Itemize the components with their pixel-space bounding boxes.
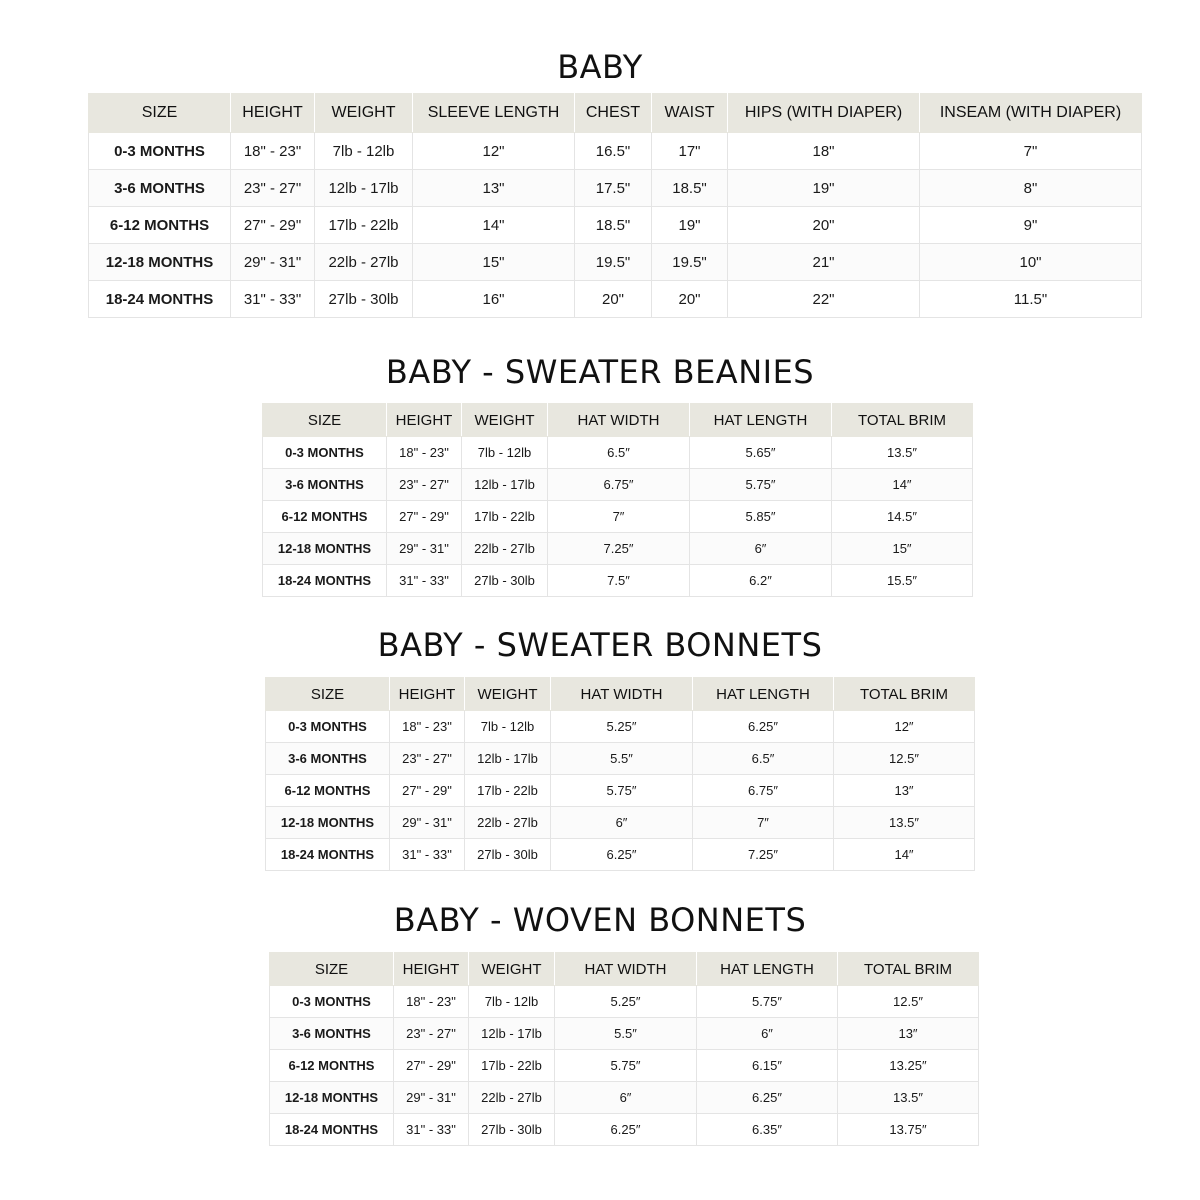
table-cell: 5.65″ — [690, 437, 832, 469]
table-cell: 13.5″ — [834, 807, 975, 839]
table-cell: 6.75″ — [693, 775, 834, 807]
table-cell: 6.35″ — [697, 1114, 838, 1146]
table-cell: 16" — [413, 281, 575, 318]
column-header: WEIGHT — [315, 94, 413, 133]
table-cell: 12.5″ — [838, 986, 979, 1018]
sweater-bonnets-size-table — [265, 677, 975, 871]
column-header: HEIGHT — [394, 953, 469, 986]
table-cell: 5.25″ — [551, 711, 693, 743]
table-row — [266, 743, 975, 775]
table-cell: 7lb - 12lb — [465, 711, 551, 743]
table-row — [270, 1082, 979, 1114]
table-cell: 13" — [413, 170, 575, 207]
table-cell: 23" - 27" — [387, 469, 462, 501]
size-cell: 12-18 MONTHS — [266, 807, 390, 839]
table-cell: 5.5″ — [551, 743, 693, 775]
table-cell: 22lb - 27lb — [315, 244, 413, 281]
size-cell: 3-6 MONTHS — [89, 170, 231, 207]
table-cell: 14″ — [834, 839, 975, 871]
woven-bonnets-size-table — [269, 952, 979, 1146]
table-cell: 11.5" — [920, 281, 1142, 318]
table-cell: 6.25″ — [555, 1114, 697, 1146]
size-cell: 3-6 MONTHS — [270, 1018, 394, 1050]
column-header: HEIGHT — [390, 678, 465, 711]
table-cell: 29" - 31" — [231, 244, 315, 281]
table-cell: 18" - 23" — [390, 711, 465, 743]
table-cell: 10" — [920, 244, 1142, 281]
table-header-row — [266, 678, 975, 711]
table-row — [266, 839, 975, 871]
table-cell: 22" — [728, 281, 920, 318]
column-header: INSEAM (WITH DIAPER) — [920, 94, 1142, 133]
table-cell: 5.75″ — [690, 469, 832, 501]
table-cell: 17" — [652, 133, 728, 170]
table-cell: 7.25″ — [548, 533, 690, 565]
table-cell: 14.5″ — [832, 501, 973, 533]
table-cell: 27" - 29" — [390, 775, 465, 807]
table-cell: 18" - 23" — [387, 437, 462, 469]
table-cell: 27lb - 30lb — [465, 839, 551, 871]
table-cell: 31" - 33" — [394, 1114, 469, 1146]
table-cell: 15.5″ — [832, 565, 973, 597]
table-cell: 14″ — [832, 469, 973, 501]
table-row — [266, 775, 975, 807]
table-cell: 13″ — [834, 775, 975, 807]
table-cell: 7lb - 12lb — [462, 437, 548, 469]
table-cell: 21" — [728, 244, 920, 281]
baby-title: BABY — [557, 48, 643, 86]
table-row — [266, 711, 975, 743]
table-cell: 22lb - 27lb — [465, 807, 551, 839]
table-cell: 27" - 29" — [394, 1050, 469, 1082]
table-cell: 9" — [920, 207, 1142, 244]
table-row — [263, 501, 973, 533]
woven-bonnets-title: BABY - WOVEN BONNETS — [393, 901, 807, 939]
table-cell: 5.75″ — [555, 1050, 697, 1082]
sweater-bonnets-title: BABY - SWEATER BONNETS — [377, 626, 823, 664]
column-header: HEIGHT — [231, 94, 315, 133]
table-cell: 17lb - 22lb — [462, 501, 548, 533]
table-cell: 12lb - 17lb — [315, 170, 413, 207]
table-cell: 31" - 33" — [231, 281, 315, 318]
table-cell: 6.15″ — [697, 1050, 838, 1082]
table-cell: 13.5″ — [838, 1082, 979, 1114]
table-header-row — [270, 953, 979, 986]
table-cell: 17lb - 22lb — [469, 1050, 555, 1082]
table-row — [89, 133, 1142, 170]
table-cell: 6.2″ — [690, 565, 832, 597]
table-row — [263, 533, 973, 565]
table-cell: 22lb - 27lb — [462, 533, 548, 565]
column-header: WEIGHT — [469, 953, 555, 986]
column-header: HAT WIDTH — [555, 953, 697, 986]
column-header: WAIST — [652, 94, 728, 133]
table-header-row — [89, 94, 1142, 133]
size-cell: 0-3 MONTHS — [266, 711, 390, 743]
baby-size-table — [88, 93, 1142, 318]
size-cell: 6-12 MONTHS — [270, 1050, 394, 1082]
table-header-row — [263, 404, 973, 437]
table-cell: 5.75″ — [551, 775, 693, 807]
table-cell: 6″ — [551, 807, 693, 839]
table-cell: 12lb - 17lb — [465, 743, 551, 775]
table-cell: 6.75″ — [548, 469, 690, 501]
table-cell: 18" — [728, 133, 920, 170]
table-cell: 27" - 29" — [387, 501, 462, 533]
size-cell: 12-18 MONTHS — [270, 1082, 394, 1114]
table-cell: 20" — [652, 281, 728, 318]
table-row — [270, 986, 979, 1018]
table-cell: 6″ — [697, 1018, 838, 1050]
table-row — [89, 244, 1142, 281]
table-cell: 18" - 23" — [394, 986, 469, 1018]
column-header: HEIGHT — [387, 404, 462, 437]
table-cell: 13″ — [838, 1018, 979, 1050]
table-cell: 18.5" — [652, 170, 728, 207]
table-cell: 29" - 31" — [390, 807, 465, 839]
size-cell: 6-12 MONTHS — [89, 207, 231, 244]
table-cell: 6″ — [690, 533, 832, 565]
table-cell: 27lb - 30lb — [315, 281, 413, 318]
table-cell: 12.5″ — [834, 743, 975, 775]
size-cell: 12-18 MONTHS — [89, 244, 231, 281]
table-cell: 27" - 29" — [231, 207, 315, 244]
table-row — [270, 1114, 979, 1146]
table-cell: 19.5" — [575, 244, 652, 281]
table-cell: 16.5" — [575, 133, 652, 170]
column-header: HAT LENGTH — [690, 404, 832, 437]
table-cell: 18.5" — [575, 207, 652, 244]
table-row — [263, 565, 973, 597]
table-cell: 7lb - 12lb — [469, 986, 555, 1018]
size-cell: 0-3 MONTHS — [89, 133, 231, 170]
size-cell: 6-12 MONTHS — [263, 501, 387, 533]
table-cell: 15" — [413, 244, 575, 281]
table-cell: 19" — [652, 207, 728, 244]
table-cell: 23" - 27" — [390, 743, 465, 775]
size-cell: 0-3 MONTHS — [263, 437, 387, 469]
table-cell: 19.5" — [652, 244, 728, 281]
size-cell: 18-24 MONTHS — [89, 281, 231, 318]
column-header: TOTAL BRIM — [838, 953, 979, 986]
table-cell: 17lb - 22lb — [315, 207, 413, 244]
table-cell: 31" - 33" — [387, 565, 462, 597]
table-row — [263, 437, 973, 469]
column-header: SIZE — [263, 404, 387, 437]
table-cell: 22lb - 27lb — [469, 1082, 555, 1114]
table-cell: 6.25″ — [551, 839, 693, 871]
table-cell: 12″ — [834, 711, 975, 743]
size-cell: 3-6 MONTHS — [266, 743, 390, 775]
column-header: HIPS (WITH DIAPER) — [728, 94, 920, 133]
table-row — [270, 1050, 979, 1082]
table-cell: 23" - 27" — [394, 1018, 469, 1050]
table-row — [89, 281, 1142, 318]
column-header: WEIGHT — [462, 404, 548, 437]
size-cell: 18-24 MONTHS — [266, 839, 390, 871]
column-header: TOTAL BRIM — [834, 678, 975, 711]
size-cell: 3-6 MONTHS — [263, 469, 387, 501]
table-cell: 5.25″ — [555, 986, 697, 1018]
table-cell: 14" — [413, 207, 575, 244]
beanies-size-table — [262, 403, 973, 597]
table-cell: 7″ — [548, 501, 690, 533]
column-header: HAT LENGTH — [697, 953, 838, 986]
table-cell: 20" — [575, 281, 652, 318]
table-cell: 7.5″ — [548, 565, 690, 597]
column-header: SIZE — [89, 94, 231, 133]
table-row — [266, 807, 975, 839]
table-cell: 6.5″ — [693, 743, 834, 775]
column-header: WEIGHT — [465, 678, 551, 711]
size-cell: 18-24 MONTHS — [263, 565, 387, 597]
column-header: SIZE — [270, 953, 394, 986]
table-cell: 7″ — [693, 807, 834, 839]
table-cell: 27lb - 30lb — [462, 565, 548, 597]
table-cell: 12lb - 17lb — [469, 1018, 555, 1050]
table-cell: 6.25″ — [697, 1082, 838, 1114]
table-cell: 20" — [728, 207, 920, 244]
column-header: SLEEVE LENGTH — [413, 94, 575, 133]
table-cell: 13.75″ — [838, 1114, 979, 1146]
table-cell: 18" - 23" — [231, 133, 315, 170]
table-cell: 5.75″ — [697, 986, 838, 1018]
column-header: TOTAL BRIM — [832, 404, 973, 437]
column-header: CHEST — [575, 94, 652, 133]
size-cell: 18-24 MONTHS — [270, 1114, 394, 1146]
table-cell: 23" - 27" — [231, 170, 315, 207]
table-cell: 13.25″ — [838, 1050, 979, 1082]
table-row — [270, 1018, 979, 1050]
column-header: SIZE — [266, 678, 390, 711]
table-cell: 5.85″ — [690, 501, 832, 533]
table-cell: 27lb - 30lb — [469, 1114, 555, 1146]
table-row — [89, 170, 1142, 207]
table-row — [89, 207, 1142, 244]
table-cell: 7.25″ — [693, 839, 834, 871]
table-cell: 8" — [920, 170, 1142, 207]
size-cell: 6-12 MONTHS — [266, 775, 390, 807]
table-cell: 7lb - 12lb — [315, 133, 413, 170]
table-cell: 6″ — [555, 1082, 697, 1114]
beanies-title: BABY - SWEATER BEANIES — [385, 353, 815, 391]
table-cell: 5.5″ — [555, 1018, 697, 1050]
column-header: HAT LENGTH — [693, 678, 834, 711]
table-cell: 12" — [413, 133, 575, 170]
table-cell: 13.5″ — [832, 437, 973, 469]
table-row — [263, 469, 973, 501]
column-header: HAT WIDTH — [548, 404, 690, 437]
table-cell: 17.5" — [575, 170, 652, 207]
size-cell: 12-18 MONTHS — [263, 533, 387, 565]
table-cell: 29" - 31" — [387, 533, 462, 565]
table-cell: 12lb - 17lb — [462, 469, 548, 501]
table-cell: 15″ — [832, 533, 973, 565]
table-cell: 31" - 33" — [390, 839, 465, 871]
table-cell: 19" — [728, 170, 920, 207]
table-cell: 6.25″ — [693, 711, 834, 743]
table-cell: 7" — [920, 133, 1142, 170]
table-cell: 6.5″ — [548, 437, 690, 469]
column-header: HAT WIDTH — [551, 678, 693, 711]
table-cell: 17lb - 22lb — [465, 775, 551, 807]
size-cell: 0-3 MONTHS — [270, 986, 394, 1018]
table-cell: 29" - 31" — [394, 1082, 469, 1114]
